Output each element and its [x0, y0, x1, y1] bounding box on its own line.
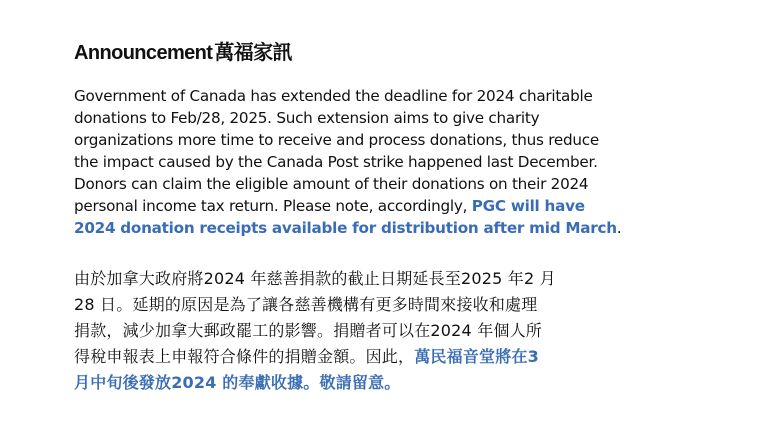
announcement-title	[74, 36, 292, 65]
title-english: Announcement	[74, 42, 213, 64]
chinese-line: 捐款，減少加拿大郵政罷工的影響。捐贈者可以在2024 年個人所	[74, 321, 543, 340]
english-line: Government of Canada has extended the deadline for 2024 charitable	[74, 87, 593, 105]
chinese-line: 28 日。延期的原因是為了讓各慈善機構有更多時間來接收和處理	[74, 295, 538, 314]
chinese-announcement-paragraph	[74, 266, 674, 396]
chinese-line: 由於加拿大政府將2024 年慈善捐款的截止日期延長至2025 年2 月	[74, 269, 556, 288]
english-highlight-text: 2024 donation receipts available for distribution after mid March	[74, 219, 617, 237]
english-line: the impact caused by the Canada Post strike happened last December.	[74, 153, 598, 171]
chinese-line: 得稅申報表上申報符合條件的捐贈金額。因此，萬民福音堂將在3	[74, 347, 539, 366]
english-line: organizations more time to receive and process donations, thus reduce	[74, 131, 599, 149]
chinese-highlight-text: 月中旬後發放2024 的奉獻收據。敬請留意。	[74, 373, 401, 392]
english-line: 2024 donation receipts available for distribution after mid March.	[74, 219, 622, 237]
english-line: personal income tax return. Please note, accordingly, PGC will have	[74, 197, 585, 215]
title-chinese: 萬福家訊	[214, 42, 292, 64]
chinese-line	[74, 370, 674, 396]
english-highlight-text: PGC will have	[471, 197, 585, 215]
english-announcement-paragraph	[74, 85, 684, 239]
english-line: donations to Feb/28, 2025. Such extension aims to give charity	[74, 109, 540, 127]
chinese-highlight-text: 萬民福音堂將在3	[414, 347, 539, 366]
english-line: Donors can claim the eligible amount of their donations on their 2024	[74, 175, 589, 193]
